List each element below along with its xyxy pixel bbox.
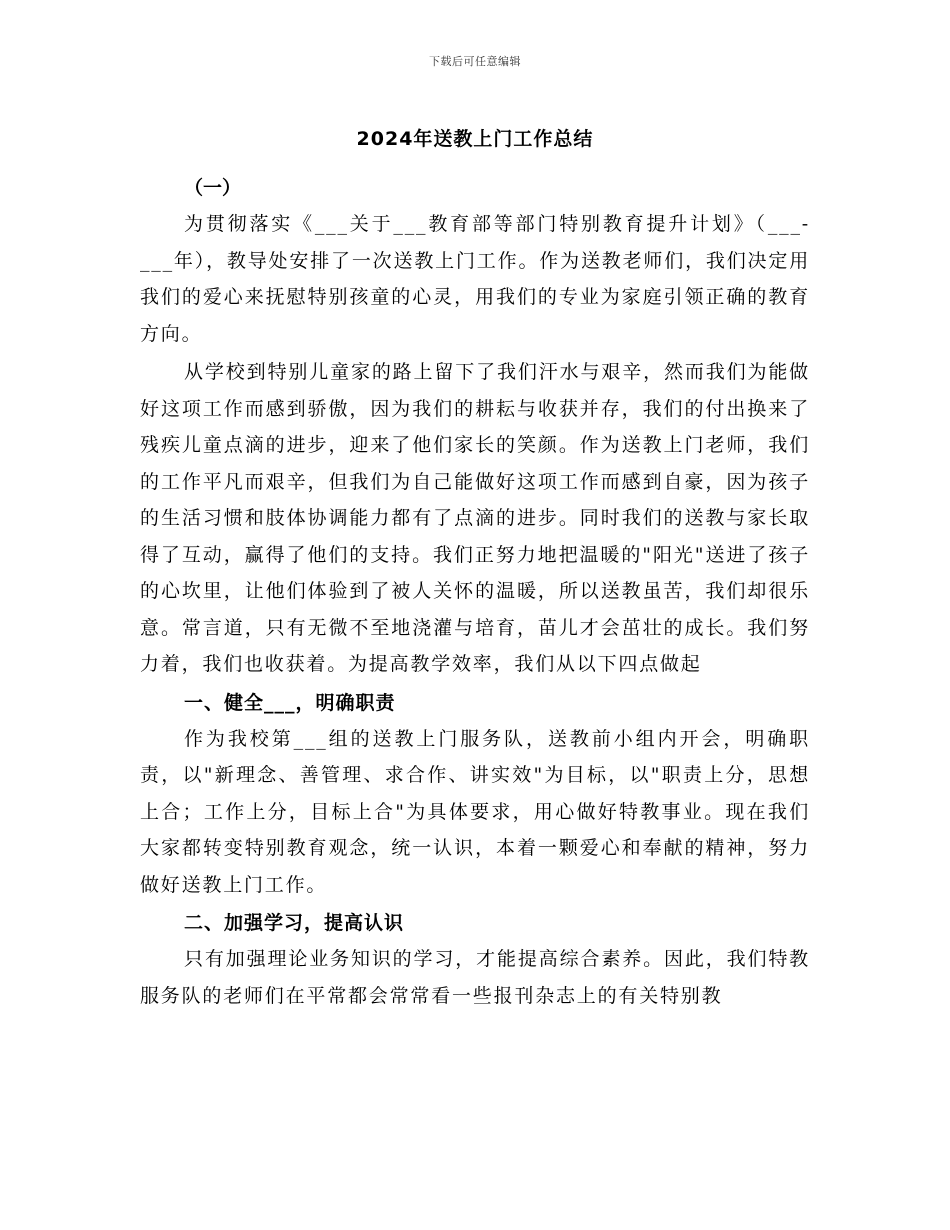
paragraph-responsibilities: 作为我校第___组的送教上门服务队，送教前小组内开会，明确职责，以"新理念、善管理、求合作、讲实效"为目标，以"职责上分，思想上合；工作上分，目标上合"为具体要求，用心做好特教事业。现在我们大家都转变特别教育观念，统一认识，本着一颗爱心和奉献的精神，努力做好送教上门工作。 (140, 727, 810, 896)
heading-responsibilities: 一、健全___，明确职责 (184, 691, 396, 714)
document-body (140, 170, 810, 1016)
section-label: （一） (184, 177, 242, 199)
paragraph-work-summary: 从学校到特别儿童家的路上留下了我们汗水与艰辛，然而我们为能做好这项工作而感到骄傲，因为我们的耕耘与收获并存，我们的付出换来了残疾儿童点滴的进步，迎来了他们家长的笑颜。作为送教上门老师，我们的工作平凡而艰辛，但我们为自己能做好这项工作而感到自豪，因为孩子的生活习惯和肢体协调能力都有了点滴的进步。同时我们的送教与家长取得了互动，赢得了他们的支持。我们正努力地把温暖的"阳光"送进了孩子的心坎里，让他们体验到了被人关怀的温暖，所以送教虽苦，我们却很乐意。常言道，只有无微不至地浇灌与培育，苗儿才会茁壮的成长。我们努力着，我们也收获着。为提高教学效率，我们从以下四点做起 (140, 361, 810, 675)
heading-study: 二、加强学习，提高认识 (184, 912, 405, 934)
header-note: 下载后可任意编辑 (429, 55, 521, 68)
document-title: 2024年送教上门工作总结 (356, 128, 594, 150)
paragraph-study: 只有加强理论业务知识的学习，才能提高综合素养。因此，我们特教服务队的老师们在平常都会常常看一些报刊杂志上的有关特别教 (140, 948, 810, 1007)
paragraph-intro: 为贯彻落实《___关于___教育部等部门特别教育提升计划》（___-___年），教导处安排了一次送教上门工作。作为送教老师们，我们决定用我们的爱心来抚慰特别孩童的心灵，用我们的专业为家庭引领正确的教育方向。 (140, 213, 810, 345)
